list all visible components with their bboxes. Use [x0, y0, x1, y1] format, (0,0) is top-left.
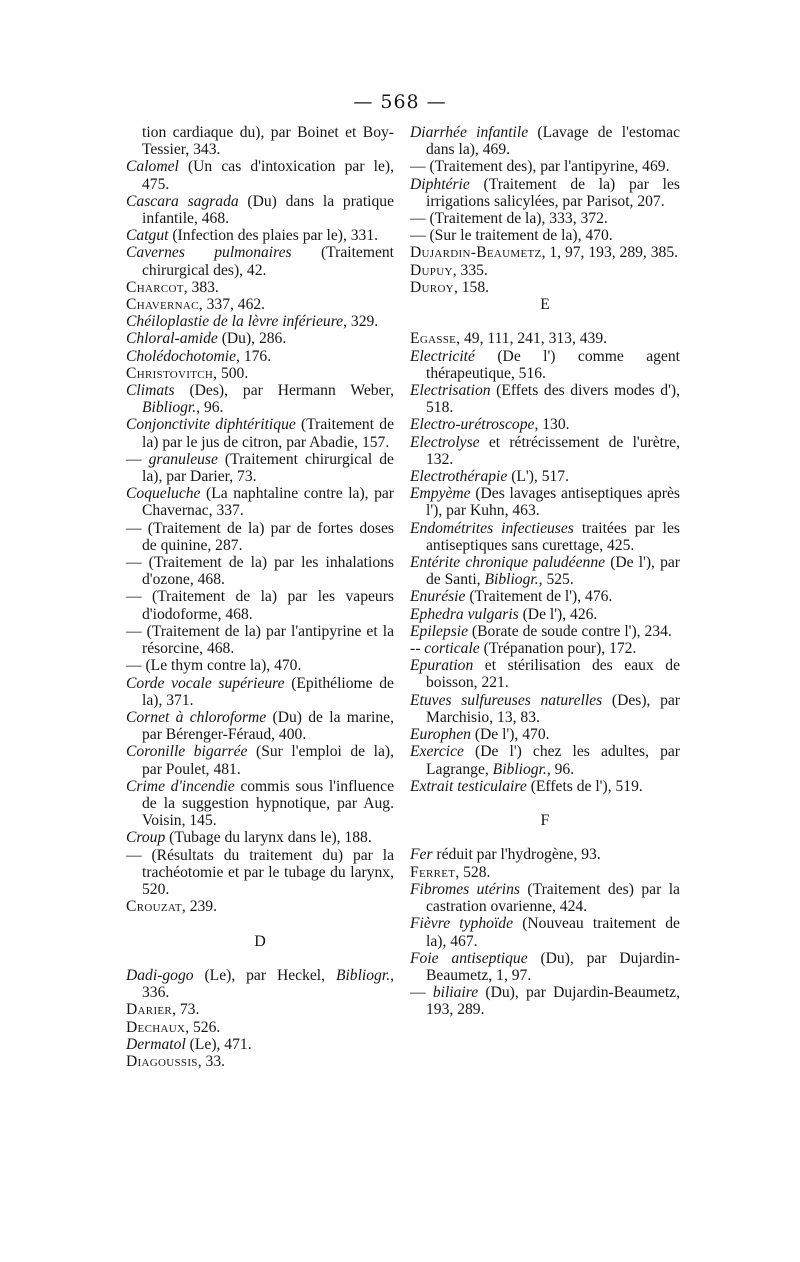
entry-term: Cornet à chloroforme: [126, 708, 267, 726]
index-entry: [410, 881, 680, 915]
index-entry: [410, 950, 680, 984]
entry-text: (Du) dans la pratique infantile, 468.: [142, 192, 394, 228]
entry-text: (De l'), par de Santi,: [426, 554, 680, 589]
index-entry: [410, 382, 680, 416]
index-entry: [410, 244, 680, 261]
entry-text: (Traitement de la) par les irrigations salicylées, par Parisot, 207.: [426, 175, 680, 210]
entry-text: tion cardiaque du), par Boinet et Boy-Tessier, 343.: [142, 124, 394, 159]
entry-author: Ferret: [410, 863, 456, 881]
entry-term: Bibliogr.: [335, 966, 391, 984]
entry-author: Dechaux: [126, 1018, 186, 1036]
entry-text: (La naphtaline contre la), par Chavernac, 337.: [142, 485, 394, 520]
entry-text: (L'), 517.: [507, 468, 570, 486]
entry-text: (De l') comme agent thérapeutique, 516.: [426, 347, 680, 382]
entry-text: (Du), par Dujardin-Beaumetz, 1, 97.: [426, 949, 681, 984]
index-entry: [126, 743, 394, 777]
entry-text: — (Traitement des), par l'antipyrine, 469.: [410, 158, 670, 176]
index-entry: [126, 158, 394, 192]
entry-text: (Le), 471.: [185, 1035, 252, 1053]
entry-text: (Tubage du larynx dans le), 188.: [165, 829, 372, 847]
index-entry: [410, 606, 680, 623]
entry-text: — (Le thym contre la), 470.: [126, 657, 302, 675]
index-entry: [126, 1036, 394, 1053]
index-entry: [410, 348, 680, 382]
index-entry: [410, 623, 680, 640]
index-entry: [126, 296, 394, 313]
entry-text: (De l'), 470.: [470, 726, 550, 744]
entry-text: (De l'), 426.: [518, 605, 598, 623]
index-entry: [126, 365, 394, 382]
index-entry: [126, 623, 394, 657]
entry-author: Charcot: [126, 278, 184, 296]
entry-text: (Traitement des) par la castration ovarienne, 424.: [426, 880, 680, 916]
index-entry: [126, 675, 394, 709]
entry-term: Europhen: [410, 726, 471, 744]
entry-term: Entérite chronique paludéenne: [410, 554, 606, 572]
entry-term: corticale: [424, 640, 480, 658]
entry-text: , 337, 462.: [198, 296, 266, 314]
entry-author: Darier: [126, 1001, 173, 1019]
entry-text: (Traitement chirurgical de la), par Darier, 73.: [142, 450, 394, 486]
entry-text: (Traitement chirurgical des), 42.: [142, 244, 395, 279]
entry-term: Electrolyse: [410, 433, 480, 451]
index-entry: [126, 967, 394, 1001]
entry-term: Extrait testiculaire: [410, 777, 527, 795]
entry-author: Chavernac: [126, 296, 199, 314]
index-entry: [410, 416, 680, 433]
entry-author: Crouzat: [126, 898, 182, 916]
index-entry: [126, 520, 394, 554]
index-entry: [410, 984, 680, 1018]
index-entry: [410, 330, 680, 347]
entry-term: Cavernes pulmonaires: [126, 244, 292, 262]
entry-text: (Un cas d'intoxication par le), 475.: [142, 158, 394, 193]
index-entry: [126, 124, 394, 158]
index-entry: [410, 227, 680, 244]
entry-text: , 1, 97, 193, 289, 385.: [541, 244, 679, 262]
entry-text: (De l') chez les adultes, par Lagrange,: [426, 743, 680, 778]
entry-term: Croup: [126, 829, 166, 847]
entry-term: Fibromes utérins: [410, 880, 520, 898]
entry-text: — (Traitement de la), 333, 372.: [410, 210, 608, 228]
index-entry: [126, 227, 394, 244]
section-letter: D: [254, 932, 266, 950]
entry-text: — (Résultats du traitement du) par la trachéotomie et par le tubage du larynx, 520.: [126, 846, 394, 898]
entry-term: Epuration: [410, 657, 474, 675]
entry-term: Epilepsie: [410, 622, 469, 640]
spacer: [126, 950, 394, 967]
entry-text: (Des), par Marchisio, 13, 83.: [426, 691, 680, 726]
entry-text: (Du), 286.: [217, 330, 287, 348]
entry-text: (Effets de l'), 519.: [526, 777, 643, 795]
index-entry: [410, 864, 680, 881]
index-entry: [410, 726, 680, 743]
entry-text: (Infection des plaies par le), 331.: [168, 227, 379, 245]
entry-term: Crime d'incendie: [126, 777, 235, 795]
entry-text: (Des), par Hermann Weber,: [174, 382, 394, 400]
entry-term: Catgut: [126, 227, 169, 245]
entry-text: , 49, 111, 241, 313, 439.: [456, 330, 608, 348]
entry-term: Conjonctivite diphtéritique: [126, 416, 296, 434]
entry-term: Enurésie: [410, 588, 466, 606]
entry-term: Bibliogr.: [492, 760, 547, 778]
index-entry: [410, 743, 680, 777]
entry-text: (Traitement de la) par le jus de citron, par Abadie, 157.: [142, 416, 394, 451]
entry-text: , 383.: [183, 278, 219, 296]
entry-text: , 329.: [343, 313, 379, 331]
entry-term: Electrisation: [410, 382, 491, 400]
entry-text: , 336.: [142, 966, 394, 1002]
spacer: [410, 829, 680, 846]
entry-text: , 130.: [534, 416, 570, 434]
index-entry: [410, 778, 680, 795]
index-entry: [410, 485, 680, 519]
entry-author: Christovitch: [126, 364, 214, 382]
index-entry: [126, 847, 394, 899]
entry-term: Cholédochotomie: [126, 347, 237, 365]
entry-text: — (Sur le traitement de la), 470.: [410, 227, 613, 245]
entry-text: commis sous l'influence de la suggestion hypnotique, par Aug. Voisin, 145.: [142, 777, 394, 830]
index-entry: [126, 416, 394, 450]
entry-term: Fer: [410, 846, 433, 864]
entry-text: (Le), par Heckel,: [193, 966, 336, 984]
entry-text: (Borate de soude contre l'), 234.: [468, 622, 672, 640]
index-entry: [410, 176, 680, 210]
entry-text: (Trépanation pour), 172.: [479, 640, 637, 658]
section-letter: E: [540, 296, 550, 314]
index-entry: [126, 313, 394, 330]
entry-term: biliaire: [432, 984, 479, 1002]
index-entry: [126, 554, 394, 588]
entry-text: , 526.: [185, 1018, 221, 1036]
index-entry: [126, 485, 394, 519]
entry-term: Exercice: [410, 743, 464, 761]
entry-term: Diphtérie: [410, 175, 470, 193]
entry-term: Endométrites infectieuses: [410, 519, 574, 537]
index-entry: [410, 657, 680, 691]
entry-term: Dadi-gogo: [126, 966, 194, 984]
entry-author: Diagoussis: [126, 1052, 198, 1070]
right-column: [410, 124, 680, 1019]
entry-text: , 33.: [197, 1052, 226, 1070]
entry-text: (Du) de la marine, par Bérenger-Féraud, 400.: [142, 708, 394, 744]
entry-author: Egasse: [410, 330, 457, 348]
index-entry: [126, 657, 394, 674]
entry-text: , 528.: [455, 863, 491, 881]
entry-text: traitées par les antiseptiques sans curettage, 425.: [426, 519, 680, 554]
entry-text: (Des lavages antiseptiques après l'), par Kuhn, 463.: [426, 485, 680, 520]
entry-term: granuleuse: [148, 450, 218, 468]
entry-term: Dermatol: [126, 1035, 186, 1053]
index-entry: [410, 692, 680, 726]
entry-text: — (Traitement de la) par les inhalations d'ozone, 468.: [126, 554, 394, 589]
entry-term: Fièvre typhoïde: [410, 915, 513, 933]
index-entry: [410, 520, 680, 554]
entry-text: (Nouveau traitement de la), 467.: [426, 915, 680, 950]
entry-term: Electrothérapie: [410, 468, 508, 486]
entry-term: Diarrhée infantile: [410, 124, 529, 141]
entry-text: , 96.: [196, 399, 224, 417]
index-entry: [410, 554, 680, 588]
entry-term: Empyème: [410, 485, 471, 503]
entry-term: Cascara sagrada: [126, 192, 239, 210]
index-entry: [126, 330, 394, 347]
entry-term: Ephedra vulgaris: [410, 605, 519, 623]
entry-text: , 96.: [546, 760, 575, 778]
index-entry: [410, 588, 680, 605]
entry-text: et rétrécissement de l'urètre, 132.: [426, 433, 680, 468]
spacer: [126, 915, 394, 932]
entry-text: —: [126, 450, 149, 468]
entry-term: Coronille bigarrée: [126, 743, 248, 761]
index-entry: [410, 210, 680, 227]
entry-text: , 525.: [538, 571, 574, 589]
index-entry: [126, 829, 394, 846]
entry-text: et stérilisation des eaux de boisson, 221.: [426, 657, 680, 692]
index-entry: [126, 709, 394, 743]
index-entry: [410, 262, 680, 279]
index-entry: [410, 434, 680, 468]
entry-term: Electro-urétroscope: [410, 416, 535, 434]
entry-text: (Traitement de l'), 476.: [465, 588, 613, 606]
index-entry: [126, 1053, 394, 1070]
index-entry: [410, 279, 680, 296]
index-entry: [410, 158, 680, 175]
index-entry: [126, 898, 394, 915]
entry-text: (Epithéliome de la), 371.: [142, 674, 394, 709]
entry-text: — (Traitement de la) par les vapeurs d'iodoforme, 468.: [126, 588, 394, 623]
entry-term: Climats: [126, 382, 175, 400]
index-entry: [126, 279, 394, 296]
entry-text: , 73.: [172, 1001, 200, 1019]
entry-term: Calomel: [126, 158, 179, 176]
index-entry: [126, 778, 394, 830]
entry-text: , 239.: [181, 898, 217, 916]
section-letter: F: [540, 812, 550, 830]
entry-text: , 176.: [236, 347, 272, 365]
entry-text: réduit par l'hydrogène, 93.: [432, 846, 601, 864]
index-entry: [126, 451, 394, 485]
entry-text: , 158.: [453, 278, 490, 296]
entry-text: --: [410, 640, 425, 658]
entry-term: Foie antiseptique: [410, 949, 528, 967]
entry-term: Bibliogr.: [484, 571, 539, 589]
entry-author: Dupuy: [410, 261, 453, 279]
left-column: [126, 124, 394, 1070]
entry-term: Corde vocale supérieure: [126, 674, 285, 692]
index-entry: [126, 1019, 394, 1036]
index-entry: [410, 640, 680, 657]
spacer: [410, 313, 680, 330]
entry-term: Chéiloplastie de la lèvre inférieure: [126, 313, 344, 331]
index-entry: [126, 1001, 394, 1018]
page-number: — 568 —: [353, 91, 447, 113]
spacer: [410, 795, 680, 812]
entry-term: Coqueluche: [126, 485, 201, 503]
entry-text: , 500.: [213, 364, 249, 382]
index-entry: [126, 382, 394, 416]
index-entry: [126, 193, 394, 227]
entry-term: Electricité: [410, 347, 475, 365]
index-entry: [410, 846, 680, 863]
index-entry: [126, 588, 394, 622]
index-entry: [126, 244, 394, 278]
entry-term: Etuves sulfureuses naturelles: [410, 691, 603, 709]
entry-text: —: [410, 984, 433, 1002]
entry-text: (Sur l'emploi de la), par Poulet, 481.: [142, 743, 394, 778]
entry-text: (Effets des divers modes d'), 518.: [426, 382, 680, 417]
index-entry: [410, 124, 680, 158]
entry-term: Chloral-amide: [126, 330, 218, 348]
entry-term: Bibliogr.: [142, 399, 197, 417]
index-entry: [126, 348, 394, 365]
index-entry: [410, 915, 680, 949]
entry-text: , 335.: [452, 261, 488, 279]
entry-author: Duroy: [410, 278, 454, 296]
entry-text: (Du), par Dujardin-Beaumetz, 193, 289.: [426, 984, 680, 1019]
entry-text: (Lavage de l'estomac dans la), 469.: [426, 124, 680, 159]
entry-text: — (Traitement de la) par l'antipyrine et la résorcine, 468.: [126, 622, 394, 658]
entry-author: Dujardin-Beaumetz: [410, 244, 542, 262]
index-entry: [410, 468, 680, 485]
entry-text: — (Traitement de la) par de fortes doses de quinine, 287.: [126, 519, 394, 554]
